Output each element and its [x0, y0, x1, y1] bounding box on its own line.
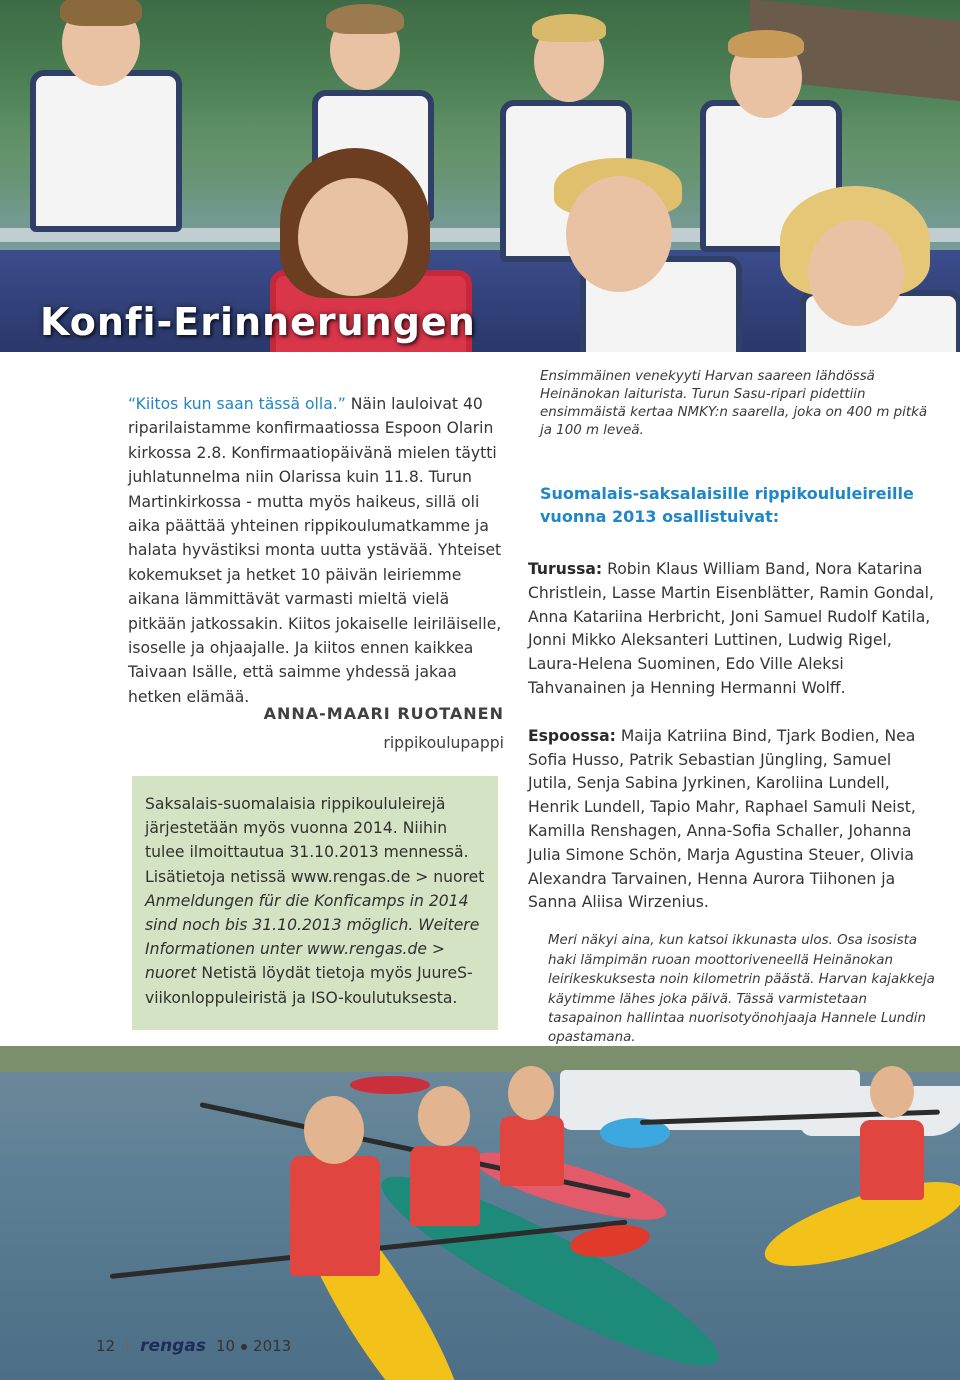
participants-espoo	[528, 725, 938, 915]
infobox-german: Anmeldungen für die Konficamps in 2014 sind noch bis 31.10.2013 möglich. Weitere Informationen unter www.rengas.de > nuoret	[145, 891, 480, 983]
person-head	[808, 220, 904, 326]
photo-teens-in-boat	[0, 0, 960, 352]
participants-column	[528, 368, 938, 915]
names-turku: Robin Klaus William Band, Nora Katarina Christlein, Lasse Martin Eisenblätter, Ramin Gondal, Anna Katariina Herbricht, Joni Samuel Rudolf Katila, Jonni Mikko Aleksanteri Luttinen, Ludwig Rigel, Laura-Helena Suominen, Edo Ville Aleksi Tahvanainen ja Henning Hermanni Wolff.	[528, 560, 934, 697]
kayak-yellow	[756, 1165, 960, 1283]
page-footer	[96, 1334, 291, 1358]
photo-caption-bottom: Meri näkyi aina, kun katsoi ikkunasta ulos. Osa isosista haki lämpimän ruoan moottoriveneellä Heinänokan leirikeskuksesta noin kilometrin päästä. Harvan kajakkeja käytimme lähes joka päivä. Tässä varmistetaan tasapainon hallintaa nuorisotyönohjaaja Hannele Lundin opastamana.	[548, 933, 935, 1046]
infobox-finnish: Saksalais-suomalaisia rippikoululeirejä järjestetään myös vuonna 2014. Niihin tulee ilmoittautua 31.10.2013 mennessä. Lisätietoja netissä www.rengas.de > nuoret	[145, 795, 485, 886]
intro-body: Näin lauloivat 40 riparilaistamme konfirmaatiossa Espoon Olarin kirkossa 2.8. Konfirmaatiopäivänä mielen täytti juhlatunnelma niin Olarissa kuin 11.8. Turun Martinkirkossa - mutta myös haikeus, sillä oli aika päättää yhteinen rippikoulumatkamme ja halata hyvästiksi monta uutta ystävää. Yhteiset kokemukset ja hetket 10 päivän leiriemme aikana lämmittävät varmasti mieltä vielä pitkään jatkossakin. Kiitos jokaiselle leiriläiselle, isoselle ja ohjaajalle. Ja kiitos ennen kaikkea Taivaan Isälle, että saimme yhdessä jakaa hetken elämää.	[128, 395, 502, 706]
author-name: ANNA-MAARI RUOTANEN	[263, 704, 504, 723]
author-role: rippikoulupappi	[383, 734, 504, 752]
photo-kayaks	[0, 1046, 960, 1380]
intro-article	[128, 392, 504, 709]
intro-paragraph	[128, 392, 504, 709]
signature	[128, 700, 504, 758]
participants-heading: Suomalais-saksalaisille rippikoululeireille vuonna 2013 osallistuivat:	[540, 484, 914, 526]
intro-quote: “Kiitos kun saan tässä olla.”	[128, 395, 346, 413]
photo-caption-top: Ensimmäinen venekyyti Harvan saareen lähdössä Heinänokan laiturista. Turun Sasu-ripari pidettiin ensimmäistä kertaa NMKY:n saarella, joka on 400 m pitkä ja 100 m leveä.	[540, 369, 928, 438]
rengas-logo: rengas	[140, 1336, 206, 1356]
infobox-finnish-2: Netistä löydät tietoja myös JuureS-viikonloppuleiristä ja ISO-koulutuksesta.	[145, 964, 473, 1007]
bullet-icon	[241, 1344, 247, 1350]
issue-year: 2013	[253, 1337, 292, 1355]
life-vest	[30, 70, 182, 232]
shoreline	[0, 1046, 960, 1072]
footer-divider: |	[125, 1337, 131, 1355]
page-title: Konfi-Erinnerungen	[40, 300, 476, 344]
city-label-espoo: Espoossa:	[528, 726, 616, 745]
issue-number: 10	[215, 1337, 236, 1355]
names-espoo: Maija Katriina Bind, Tjark Bodien, Nea Sofia Husso, Patrik Sebastian Jüngling, Samuel Jutila, Senja Sabina Jyrkinen, Karoliina Lundell, Henrik Lundell, Tapio Mahr, Raphael Samuli Neist, Kamilla Renshagen, Anna-Sofia Schaller, Johanna Julia Simone Schön, Marja Agustina Steuer, Olivia Alexandra Tarvainen, Henna Aurora Tiihonen ja Sanna Aliisa Wirzenius.	[528, 726, 916, 912]
page-number: 12	[96, 1337, 116, 1355]
participants-turku	[528, 558, 938, 701]
kayak-red	[350, 1076, 430, 1094]
registration-infobox	[132, 776, 498, 1030]
city-label-turku: Turussa:	[528, 560, 603, 578]
person-head	[566, 176, 672, 292]
person-head	[298, 178, 408, 296]
